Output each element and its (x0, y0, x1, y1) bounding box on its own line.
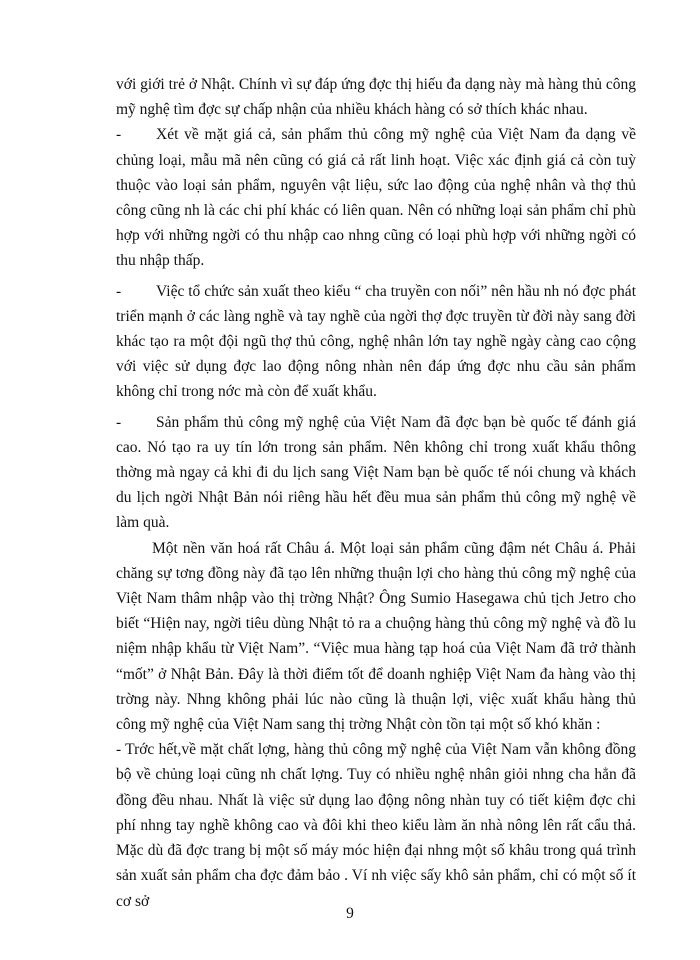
bullet-paragraph-reputation (116, 410, 636, 536)
bullet-marker: - (116, 126, 122, 144)
paragraph-text: Xét về mặt giá cả, sản phẩm thủ công mỹ nghệ của Việt Nam đa dạng về chủng loại, mẫu mã nên cũng có giá cả rất linh hoạt. Việc xác định giá cả còn tuỳ thuộc vào loại sản phẩm, nguyên vật liệu, sức lao động của nghệ nhân và thợ thủ công cũng nh là các chi phí khác có liên quan. Nên có những loại sản phẩm chỉ phù hợp với những ngời có thu nhập cao nhng cũng có loại phù hợp với những ngời có thu nhập thấp. (116, 126, 636, 270)
document-page (116, 72, 636, 914)
paragraph-difficulties: - Trớc hết,về mặt chất lợng, hàng thủ công mỹ nghệ của Việt Nam vẫn không đồng bộ về chủng loại cũng nh chất lợng. Tuy có nhiều nghệ nhân giỏi nhng cha hẳn đã đồng đều nhau. Nhất là việc sử dụng lao động nông nhàn tuy có tiết kiệm đợc chi phí nhng tay nghề không cao và đôi khi theo kiểu làm ăn nhà nông lên rất cẩu thả. Mặc dù đã đợc trang bị một số máy móc hiện đại nhng một số khâu trong quá trình sản xuất sản phẩm cha đợc đảm bảo . Ví nh việc sấy khô sản phẩm, chỉ có một số ít cơ sở (116, 741, 636, 910)
paragraph-text: Sản phẩm thủ công mỹ nghệ của Việt Nam đã đợc bạn bè quốc tế đánh giá cao. Nó tạo ra uy tín lớn trong sản phẩm. Nên không chỉ trong xuất khẩu thông thờng mà ngay cả khi đi du lịch sang Việt Nam bạn bè quốc tế nói chung và khách du lịch ngời Nhật Bản nói riêng hầu hết đều mua sản phẩm thủ công mỹ nghệ về làm quà. (116, 413, 636, 532)
paragraph-culture: Một nền văn hoá rất Châu á. Một loại sản phẩm cũng đậm nét Châu á. Phải chăng sự tơng đồng này đã tạo lên những thuận lợi cho hàng thủ công mỹ nghệ của Việt Nam thâm nhập vào thị trờng Nhật? Ông Sumio Hasegawa chủ tịch Jetro cho biết “Hiện nay, ngời tiêu dùng Nhật tỏ ra a chuộng hàng thủ công mỹ nghệ và đồ lu niệm nhập khẩu từ Việt Nam”. “Việc mua hàng tạp hoá của Việt Nam đã trở thành “mốt” ở Nhật Bản. Đây là thời điểm tốt để doanh nghiệp Việt Nam đa hàng vào thị trờng này. Nhng không phải lúc nào cũng là thuận lợi, việc xuất khẩu hàng thủ công mỹ nghệ của Việt Nam sang thị trờng Nhật còn tồn tại một số khó khăn : (116, 539, 636, 734)
bullet-marker: - (116, 282, 122, 300)
paragraph-text: Việc tổ chức sản xuất theo kiểu “ cha truyền con nối” nên hầu nh nó đợc phát triển mạnh ở các làng nghề và tay nghề của ngời thợ đợc truyền từ đời này sang đời khác tạo ra một đội ngũ thợ thủ công, nghệ nhân lớn tay nghề ngày càng cao cộng với việc sử dụng đợc lao động nông nhàn nên đáp ứng đợc nhu cầu sản phẩm không chỉ trong nớc mà còn để xuất khẩu. (116, 282, 636, 401)
paragraph-continuation: với giới trẻ ở Nhật. Chính vì sự đáp ứng đợc thị hiếu đa dạng này mà hàng thủ công mỹ nghệ tìm đợc sự chấp nhận của nhiều khách hàng có sở thích khác nhau. (116, 76, 636, 119)
bullet-paragraph-production (116, 279, 636, 405)
page-number: 9 (346, 905, 354, 922)
bullet-paragraph-price (116, 122, 636, 273)
bullet-marker: - (116, 413, 122, 431)
